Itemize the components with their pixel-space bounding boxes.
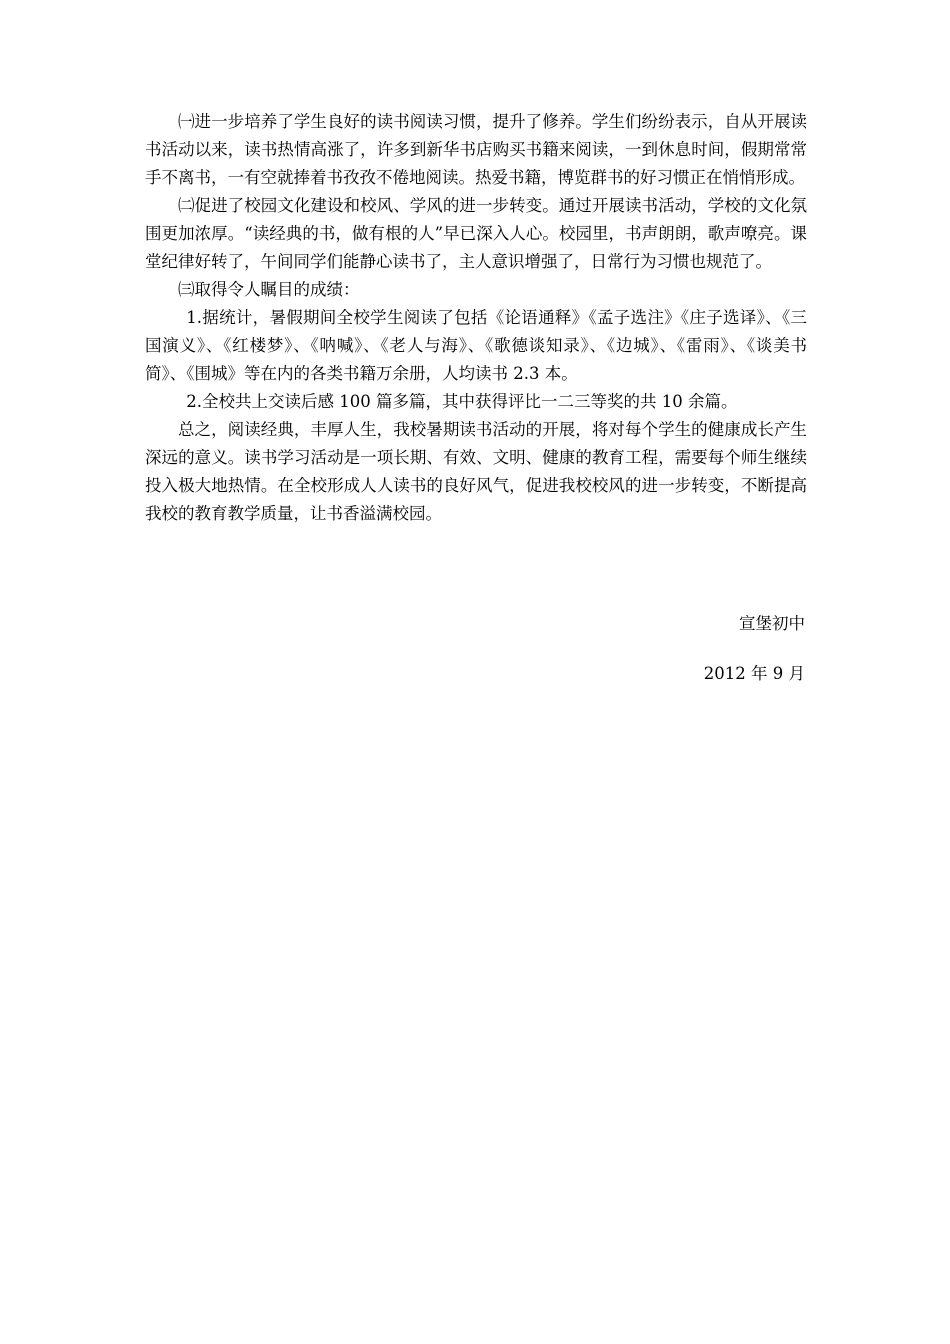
document-date: 2012 年 9 月 — [703, 664, 805, 683]
document-body — [145, 108, 807, 528]
paragraph-conclusion: 总之，阅读经典，丰厚人生，我校暑期读书活动的开展，将对每个学生的健康成长产生深远的意义。读书学习活动是一项长期、有效、文明、健康的教育工程，需要每个师生继续投入极大地热情。在全校形成人人读书的良好风气，促进我校校风的进一步转变，不断提高我校的教育教学质量，让书香溢满校园。 — [145, 420, 807, 523]
paragraph-statistics: 1.据统计，暑假期间全校学生阅读了包括《论语通释》《孟子选注》《庄子选译》、《三国演义》、《红楼梦》、《呐喊》、《老人与海》、《歌德谈知录》、《边城》、《雷雨》、《谈美书简》、《围城》等在内的各类书籍万余册，人均读书 2.3 本。 — [145, 308, 807, 383]
school-signature: 宣堡初中 — [739, 614, 805, 633]
paragraph-campus-culture: ㈡促进了校园文化建设和校风、学风的进一步转变。通过开展读书活动，学校的文化氛围更加浓厚。“读经典的书，做有根的人”早已深入人心。校园里，书声朗朗，歌声嘹亮。课堂纪律好转了，午间同学们能静心读书了，主人意识增强了，日常行为习惯也规范了。 — [145, 196, 807, 271]
paragraph-achievements-heading: ㈢取得令人瞩目的成绩： — [178, 280, 360, 299]
paragraph-reviews: 2.全校共上交读后感 100 篇多篇，其中获得评比一二三等奖的共 10 余篇。 — [186, 392, 738, 411]
paragraph-habit: ㈠进一步培养了学生良好的读书阅读习惯，提升了修养。学生们纷纷表示，自从开展读书活动以来，读书热情高涨了，许多到新华书店购买书籍来阅读，一到休息时间，假期常常手不离书，一有空就捧着书孜孜不倦地阅读。热爱书籍，博览群书的好习惯正在悄悄形成。 — [145, 112, 807, 187]
